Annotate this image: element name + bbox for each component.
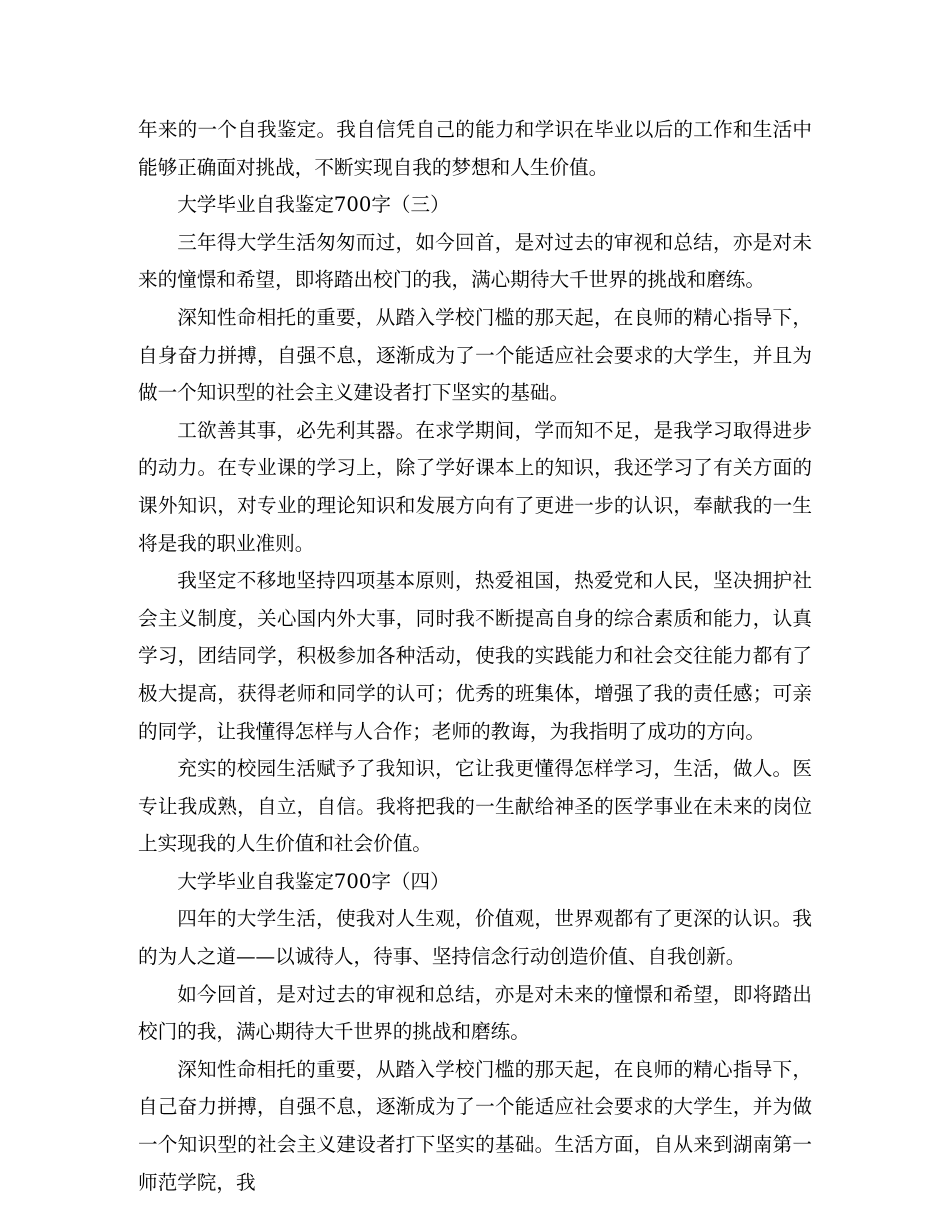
paragraph: 充实的校园生活赋予了我知识，它让我更懂得怎样学习，生活，做人。医专让我成熟，自立，自信。我将把我的一生献给神圣的医学事业在未来的岗位上实现我的人生价值和社会价值。 [138, 757, 812, 856]
section-heading-four: 大学毕业自我鉴定700字（四） [177, 869, 450, 893]
paragraph: 四年的大学生活，使我对人生观，价值观，世界观都有了更深的认识。我的为人之道——以诚待人，待事、坚持信念行动创造价值、自我创新。 [138, 907, 812, 969]
paragraph-continuation: 年来的一个自我鉴定。我自信凭自己的能力和学识在毕业以后的工作和生活中能够正确面对挑战，不断实现自我的梦想和人生价值。 [138, 118, 812, 179]
document-page [138, 111, 812, 1201]
section-heading-three: 大学毕业自我鉴定700字（三） [177, 193, 450, 217]
paragraph: 深知性命相托的重要，从踏入学校门槛的那天起，在良师的精心指导下，自己奋力拼搏，自强不息，逐渐成为了一个能适应社会要求的大学生，并为做一个知识型的社会主义建设者打下坚实的基础。生活方面，自从来到湖南第一师范学院，我 [138, 1057, 812, 1194]
paragraph: 三年得大学生活匆匆而过，如今回首，是对过去的审视和总结，亦是对未来的憧憬和希望，即将踏出校门的我，满心期待大千世界的挑战和磨练。 [138, 230, 812, 292]
paragraph: 我坚定不移地坚持四项基本原则，热爱祖国，热爱党和人民，坚决拥护社会主义制度，关心国内外大事，同时我不断提高自身的综合素质和能力，认真学习，团结同学，积极参加各种活动，使我的实践能力和社会交往能力都有了极大提高，获得老师和同学的认可；优秀的班集体，增强了我的责任感；可亲的同学，让我懂得怎样与人合作；老师的教诲，为我指明了成功的方向。 [138, 569, 812, 743]
paragraph: 工欲善其事，必先利其器。在求学期间，学而知不足，是我学习取得进步的动力。在专业课的学习上，除了学好课本上的知识，我还学习了有关方面的课外知识，对专业的理论知识和发展方向有了更进一步的认识，奉献我的一生将是我的职业准则。 [138, 418, 812, 555]
paragraph: 深知性命相托的重要，从踏入学校门槛的那天起，在良师的精心指导下，自身奋力拼搏，自强不息，逐渐成为了一个能适应社会要求的大学生，并且为做一个知识型的社会主义建设者打下坚实的基础。 [138, 305, 812, 405]
paragraph: 如今回首，是对过去的审视和总结，亦是对未来的憧憬和希望，即将踏出校门的我，满心期待大千世界的挑战和磨练。 [138, 982, 812, 1044]
